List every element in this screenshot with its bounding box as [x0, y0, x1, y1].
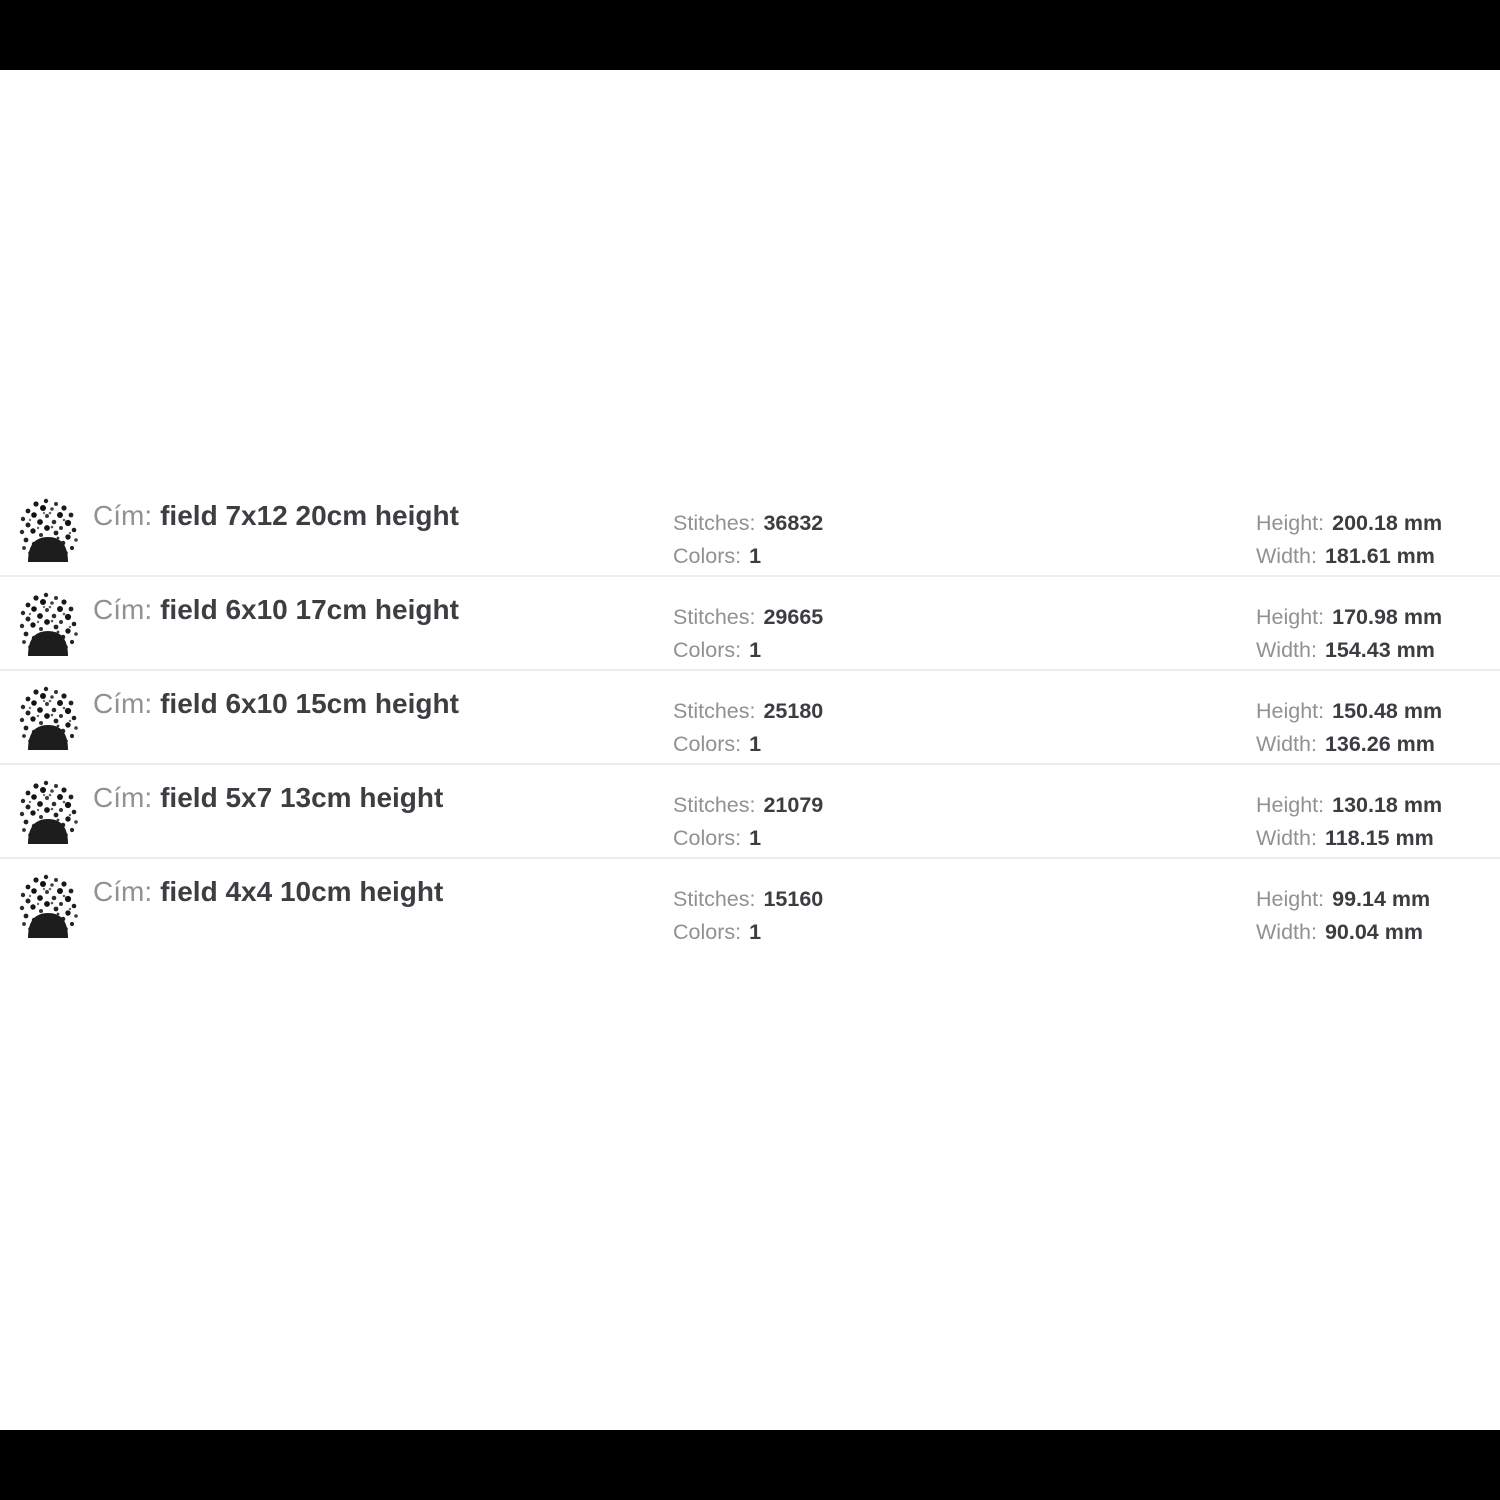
stitches-label: Stitches:: [673, 511, 756, 535]
colors-label: Colors:: [673, 544, 742, 568]
width-line: [1256, 916, 1430, 949]
stitch-field-design-thumbnail-icon: [16, 684, 80, 752]
embroidery-design-list: [0, 483, 1500, 953]
design-row[interactable]: [0, 577, 1500, 671]
height-line: [1256, 695, 1442, 728]
height-value: 200.18 mm: [1332, 511, 1443, 535]
colors-label: Colors:: [673, 732, 742, 756]
title-label: Cím:: [93, 688, 153, 719]
width-line: [1256, 634, 1442, 667]
design-title-value: field 4x4 10cm height: [160, 876, 444, 907]
design-row[interactable]: [0, 483, 1500, 577]
design-title-line: [93, 875, 443, 909]
design-title-value: field 6x10 17cm height: [160, 594, 459, 625]
width-value: 181.61 mm: [1324, 544, 1435, 568]
stitch-field-design-thumbnail-icon: [16, 496, 80, 564]
width-value: 136.26 mm: [1324, 732, 1435, 756]
letterbox-top-bar: [0, 0, 1500, 70]
dimensions-cell: [1256, 883, 1430, 949]
stitches-line: [673, 695, 823, 728]
colors-label: Colors:: [673, 638, 742, 662]
stitches-value: 25180: [763, 699, 824, 723]
design-title-value: field 5x7 13cm height: [160, 782, 444, 813]
height-value: 170.98 mm: [1332, 605, 1443, 629]
height-label: Height:: [1256, 793, 1325, 817]
colors-value: 1: [749, 732, 762, 756]
colors-line: [673, 728, 823, 761]
stitches-value: 21079: [763, 793, 824, 817]
design-row[interactable]: [0, 859, 1500, 953]
title-label: Cím:: [93, 594, 153, 625]
title-label: Cím:: [93, 876, 153, 907]
width-line: [1256, 728, 1442, 761]
stitches-line: [673, 789, 823, 822]
width-value: 118.15 mm: [1324, 826, 1434, 850]
width-label: Width:: [1256, 638, 1317, 662]
dimensions-cell: [1256, 789, 1442, 855]
stitches-label: Stitches:: [673, 699, 756, 723]
title-label: Cím:: [93, 500, 153, 531]
height-line: [1256, 507, 1442, 540]
dimensions-cell: [1256, 601, 1442, 667]
dimensions-cell: [1256, 695, 1442, 761]
dimensions-cell: [1256, 507, 1442, 573]
title-label: Cím:: [93, 782, 153, 813]
width-label: Width:: [1256, 920, 1317, 944]
stitch-info-cell: [673, 695, 823, 761]
colors-label: Colors:: [673, 920, 742, 944]
design-title-value: field 6x10 15cm height: [160, 688, 459, 719]
stitch-info-cell: [673, 601, 823, 667]
design-row[interactable]: [0, 671, 1500, 765]
stitches-label: Stitches:: [673, 887, 756, 911]
colors-line: [673, 634, 823, 667]
width-label: Width:: [1256, 544, 1317, 568]
height-label: Height:: [1256, 887, 1325, 911]
width-label: Width:: [1256, 826, 1317, 850]
height-value: 130.18 mm: [1332, 793, 1443, 817]
design-title-line: [93, 593, 459, 627]
letterbox-bottom-bar: [0, 1430, 1500, 1500]
design-title-line: [93, 781, 443, 815]
colors-line: [673, 916, 823, 949]
stitch-field-design-thumbnail-icon: [16, 590, 80, 658]
colors-value: 1: [749, 544, 762, 568]
stitch-info-cell: [673, 507, 823, 573]
height-line: [1256, 789, 1442, 822]
colors-label: Colors:: [673, 826, 742, 850]
design-title-line: [93, 687, 459, 721]
height-label: Height:: [1256, 605, 1325, 629]
stitches-line: [673, 883, 823, 916]
stitch-field-design-thumbnail-icon: [16, 872, 80, 940]
width-line: [1256, 822, 1442, 855]
design-title-value: field 7x12 20cm height: [160, 500, 459, 531]
stitches-value: 36832: [763, 511, 824, 535]
width-label: Width:: [1256, 732, 1317, 756]
stitches-label: Stitches:: [673, 793, 756, 817]
design-title-line: [93, 499, 459, 533]
stitches-label: Stitches:: [673, 605, 756, 629]
colors-value: 1: [749, 638, 762, 662]
stitch-field-design-thumbnail-icon: [16, 778, 80, 846]
colors-line: [673, 540, 823, 573]
height-value: 150.48 mm: [1332, 699, 1443, 723]
width-value: 154.43 mm: [1324, 638, 1435, 662]
design-row[interactable]: [0, 765, 1500, 859]
height-value: 99.14 mm: [1332, 887, 1431, 911]
width-value: 90.04 mm: [1324, 920, 1423, 944]
stitches-value: 29665: [763, 605, 824, 629]
stitches-value: 15160: [763, 887, 824, 911]
height-line: [1256, 883, 1430, 916]
height-label: Height:: [1256, 511, 1325, 535]
height-line: [1256, 601, 1442, 634]
stitch-info-cell: [673, 789, 823, 855]
stitches-line: [673, 601, 823, 634]
stitch-info-cell: [673, 883, 823, 949]
colors-value: 1: [749, 920, 762, 944]
colors-value: 1: [749, 826, 762, 850]
colors-line: [673, 822, 823, 855]
width-line: [1256, 540, 1442, 573]
height-label: Height:: [1256, 699, 1325, 723]
stitches-line: [673, 507, 823, 540]
